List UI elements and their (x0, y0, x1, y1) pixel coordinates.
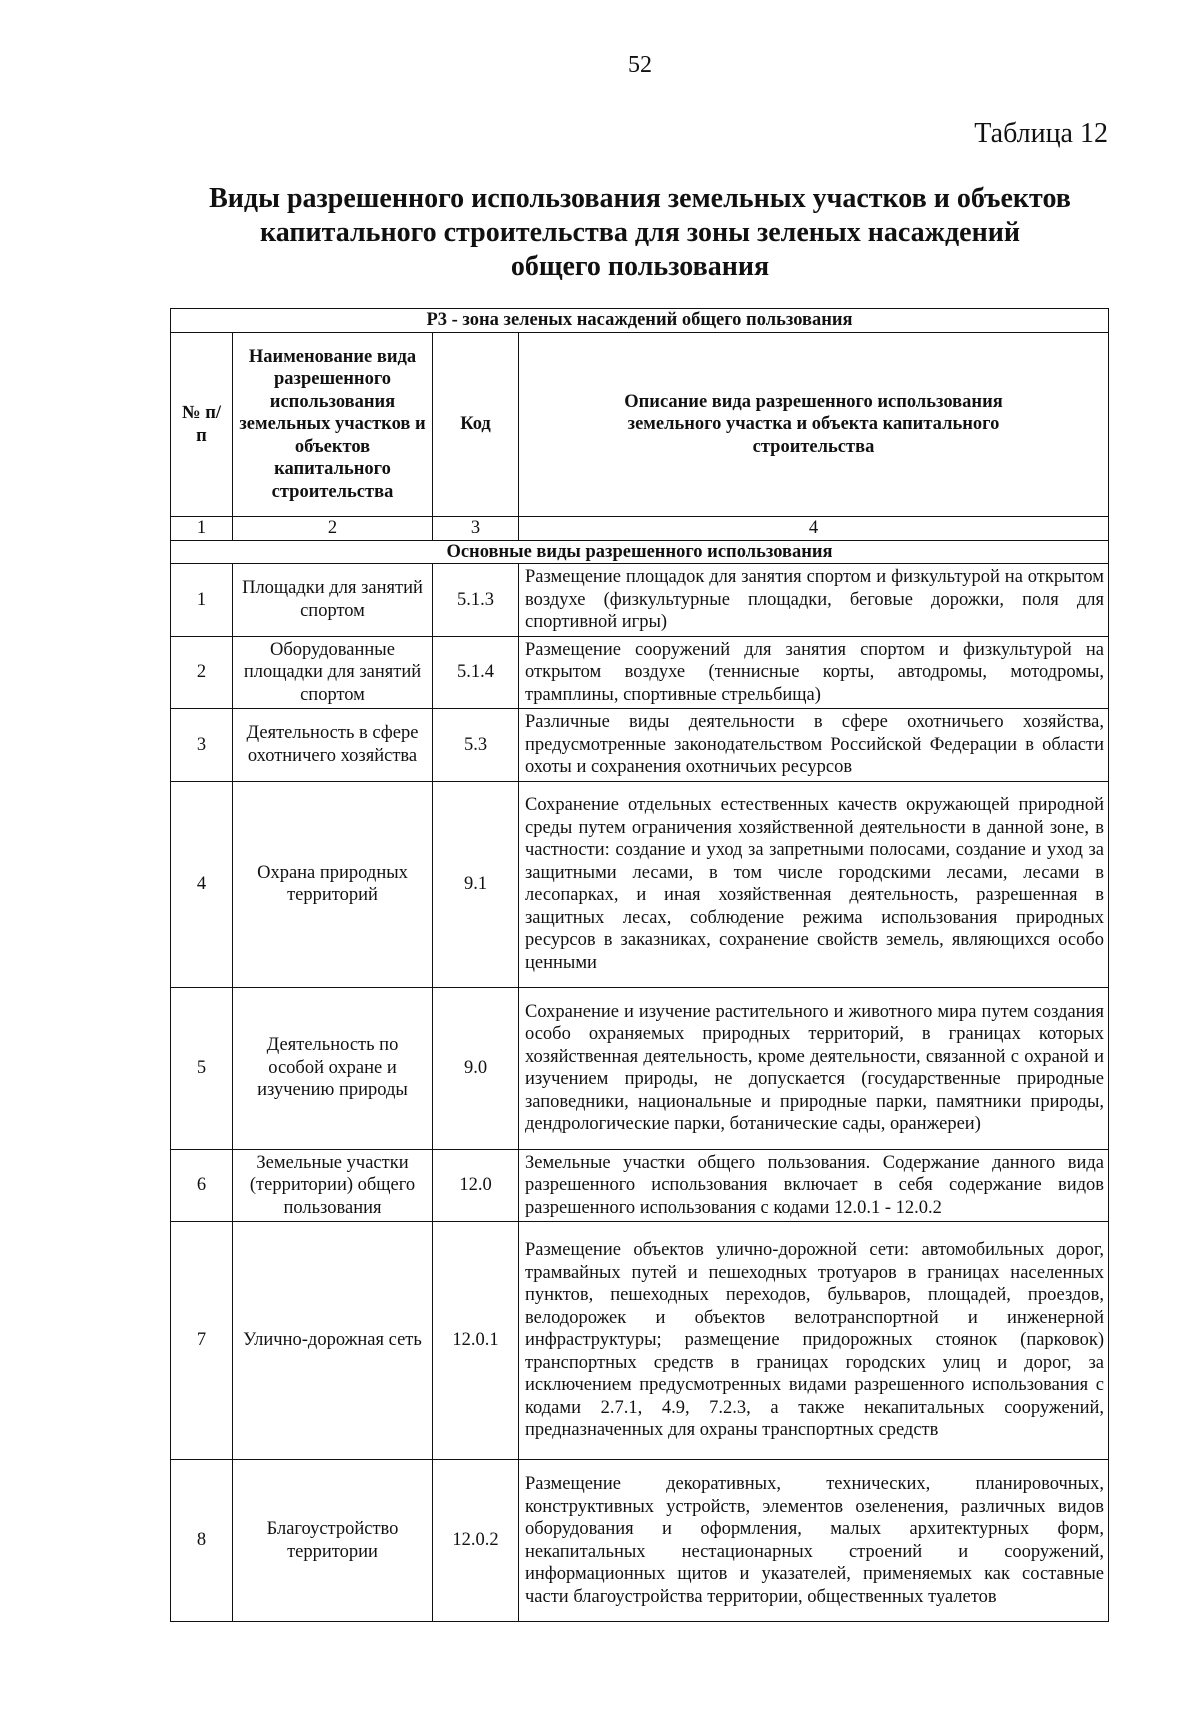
row-number: 2 (171, 636, 233, 709)
row-description: Различные виды деятельности в сфере охотничьего хозяйства, предусмотренные законодательством Российской Федерации в области охоты и сохранения охотничьих ресурсов (519, 709, 1109, 782)
page-number: 52 (628, 52, 652, 78)
row-name: Деятельность в сфере охотничего хозяйства (233, 709, 433, 782)
row-name: Оборудованные площадки для занятий спортом (233, 636, 433, 709)
index-cell-2: 2 (233, 517, 433, 541)
row-code: 12.0 (433, 1149, 519, 1222)
row-description: Размещение сооружений для занятия спортом и физкультурой на открытом воздухе (теннисные корты, автодромы, мотодромы, трамплины, спортивные стрельбища) (519, 636, 1109, 709)
row-code: 5.3 (433, 709, 519, 782)
row-name: Земельные участки (территории) общего пользования (233, 1149, 433, 1222)
row-description: Земельные участки общего пользования. Содержание данного вида разрешенного использования включает в себя содержание видов разрешенного использования с кодами 12.0.1 - 12.0.2 (519, 1149, 1109, 1222)
row-number: 3 (171, 709, 233, 782)
table-row (171, 987, 1109, 1149)
row-number: 8 (171, 1460, 233, 1622)
table-row (171, 636, 1109, 709)
row-name: Благоустройство территории (233, 1460, 433, 1622)
row-number: 1 (171, 564, 233, 637)
document-title (160, 182, 1120, 284)
table-row (171, 1460, 1109, 1622)
row-number: 4 (171, 781, 233, 987)
row-description: Сохранение отдельных естественных качеств окружающей природной среды путем ограничения хозяйственной деятельности в данной зоне, в частности: создание и уход за запретными полосами, создание и уход за защитными лесами, в том числе городскими лесами, лесами в лесопарках, и иная хозяйственная деятельность, разрешенная в защитных лесах, соблюдение режима использования природных ресурсов в заказниках, сохранение свойств земель, являющихся особо ценными (519, 781, 1109, 987)
index-cell-3: 3 (433, 517, 519, 541)
zone-header: Р3 - зона зеленых насаждений общего пользования (171, 309, 1109, 333)
table-row (171, 709, 1109, 782)
title-line-1: Виды разрешенного использования земельных участков и объектов (209, 183, 1071, 214)
row-number: 7 (171, 1222, 233, 1460)
table-row (171, 1149, 1109, 1222)
table-row (171, 564, 1109, 637)
row-number: 6 (171, 1149, 233, 1222)
title-line-2: капитального строительства для зоны зеленых насаждений (260, 217, 1020, 248)
header-name: Наименование вида разрешенного использования земельных участков и объектов капитального строительства (233, 333, 433, 517)
index-cell-4: 4 (519, 517, 1109, 541)
title-line-3: общего пользования (510, 251, 770, 282)
section-title: Основные виды разрешенного использования (171, 540, 1109, 564)
table-row (171, 1222, 1109, 1460)
header-code: Код (433, 333, 519, 517)
row-code: 12.0.1 (433, 1222, 519, 1460)
header-description: Описание вида разрешенного использования земельного участка и объекта капитального строительства (519, 333, 1109, 517)
row-number: 5 (171, 987, 233, 1149)
row-description: Размещение декоративных, технических, планировочных, конструктивных устройств, элементов озеленения, различных видов оборудования и оформления, малых архитектурных форм, некапитальных нестационарных строений и сооружений, информационных щитов и указателей, применяемых как составные части благоустройства территории, общественных туалетов (519, 1460, 1109, 1622)
row-description: Размещение площадок для занятия спортом и физкультурой на открытом воздухе (физкультурные площадки, беговые дорожки, поля для спортивной игры) (519, 564, 1109, 637)
row-code: 5.1.4 (433, 636, 519, 709)
header-num: № п/п (171, 333, 233, 517)
row-description: Сохранение и изучение растительного и животного мира путем создания особо охраняемых природных территорий, в границах которых хозяйственная деятельность, кроме деятельности, связанной с охраной и изучением природы, не допускается (государственные природные заповедники, национальные и природные парки, памятники природы, дендрологические парки, ботанические сады, оранжереи) (519, 987, 1109, 1149)
row-code: 9.1 (433, 781, 519, 987)
table-label: Таблица 12 (974, 118, 1108, 149)
row-name: Площадки для занятий спортом (233, 564, 433, 637)
row-code: 9.0 (433, 987, 519, 1149)
row-code: 5.1.3 (433, 564, 519, 637)
table-row (171, 781, 1109, 987)
row-code: 12.0.2 (433, 1460, 519, 1622)
row-description: Размещение объектов улично-дорожной сети: автомобильных дорог, трамвайных путей и пешеходных тротуаров в границах населенных пунктов, пешеходных переходов, бульваров, площадей, проездов, велодорожек и объектов велотранспортной и инженерной инфраструктуры; размещение придорожных стоянок (парковок) транспортных средств в границах городских улиц и дорог, за исключением предусмотренных видами разрешенного использования с кодами 2.7.1, 4.9, 7.2.3, а также некапитальных сооружений, предназначенных для охраны транспортных средств (519, 1222, 1109, 1460)
row-name: Улично-дорожная сеть (233, 1222, 433, 1460)
index-cell-1: 1 (171, 517, 233, 541)
row-name: Охрана природных территорий (233, 781, 433, 987)
land-use-table (170, 308, 1109, 1622)
row-name: Деятельность по особой охране и изучению природы (233, 987, 433, 1149)
